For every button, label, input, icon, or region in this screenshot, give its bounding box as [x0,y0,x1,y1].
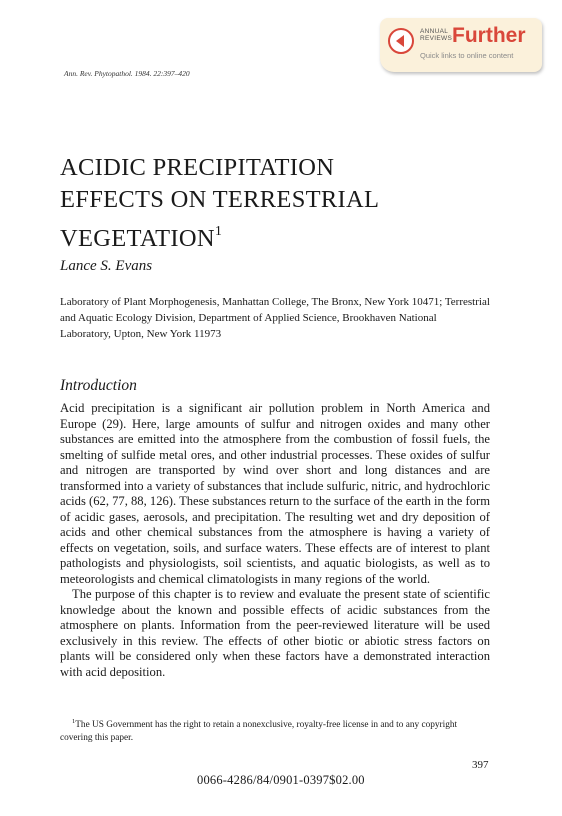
further-banner[interactable] [380,18,542,72]
article-body [60,401,490,680]
page-number: 397 [472,759,489,771]
footnote-mark: 1 [72,718,76,725]
title-footnote-mark: 1 [214,224,223,239]
footnote-text: The US Government has the right to retain a nonexclusive, royalty-free license in and to any copyright covering this paper. [60,720,458,744]
author-name: Lance S. Evans [60,258,153,274]
title-line-3: VEGETATION [60,225,215,252]
banner-further-label[interactable]: Further [452,24,526,47]
title-line-1: ACIDIC PRECIPITATION [60,154,335,181]
journal-reference: Ann. Rev. Phytopathol. 1984. 22:397–420 [64,69,190,78]
title-line-3-wrap [60,216,379,255]
arrow-left-icon [388,28,414,54]
banner-annual-reviews [420,28,452,42]
banner-annual-label: ANNUAL [420,28,449,35]
footnote [60,715,490,745]
title-line-2: EFFECTS ON TERRESTRIAL [60,186,380,213]
article-title [60,152,379,255]
section-heading: Introduction [60,377,137,394]
banner-reviews-label: REVIEWS [420,35,453,42]
author-affiliation: Laboratory of Plant Morphogenesis, Manhattan College, The Bronx, New York 10471; Terrestrial and Aquatic Ecology Division, Department of Applied Science, Brookhaven National Laboratory, Upton, New York 11973 [60,296,490,340]
footnote-indent [60,720,72,730]
body-paragraph-1: Acid precipitation is a significant air pollution problem in North America and Europe (29). Here, large amounts of sulfur and nitrogen oxides and many other substances are emitted into the atmosphere from the combustion of fossil fuels, the smelting of sulfide metal ores, and other industrial processes. These oxides of sulfur and nitrogen are transported by wind over short and long distances and are transformed into a variety of substances that include sulfuric, nitric, and hydrochloric acids (62, 77, 88, 126). These substances return to the surface of the earth in the form of acidic gases, aerosols, and precipitation. The resulting wet and dry deposition of acids and other chemical substances from the atmosphere is having a variety of effects on vegetation, soils, and surface waters. These effects are of interest to plant pathologists and physiologists, soil scientists, and aquatic biologists, as well as to meteorologists and chemical climatologists in many regions of the world. [60,401,490,586]
body-paragraph-2: The purpose of this chapter is to review and evaluate the present state of scientific knowledge about the known and possible effects of acidic substances from the atmosphere on plants. Information from the peer-reviewed literature will be used exclusively in this review. The effects of other biotic or abiotic stress factors on plants will be considered only when these factors have a demonstrated interaction with acid deposition. [60,587,490,679]
arrow-left-icon-glyph [393,33,409,49]
article-code: 0066-4286/84/0901-0397$02.00 [197,773,365,787]
banner-quick-links-label[interactable]: Quick links to online content [420,51,514,60]
